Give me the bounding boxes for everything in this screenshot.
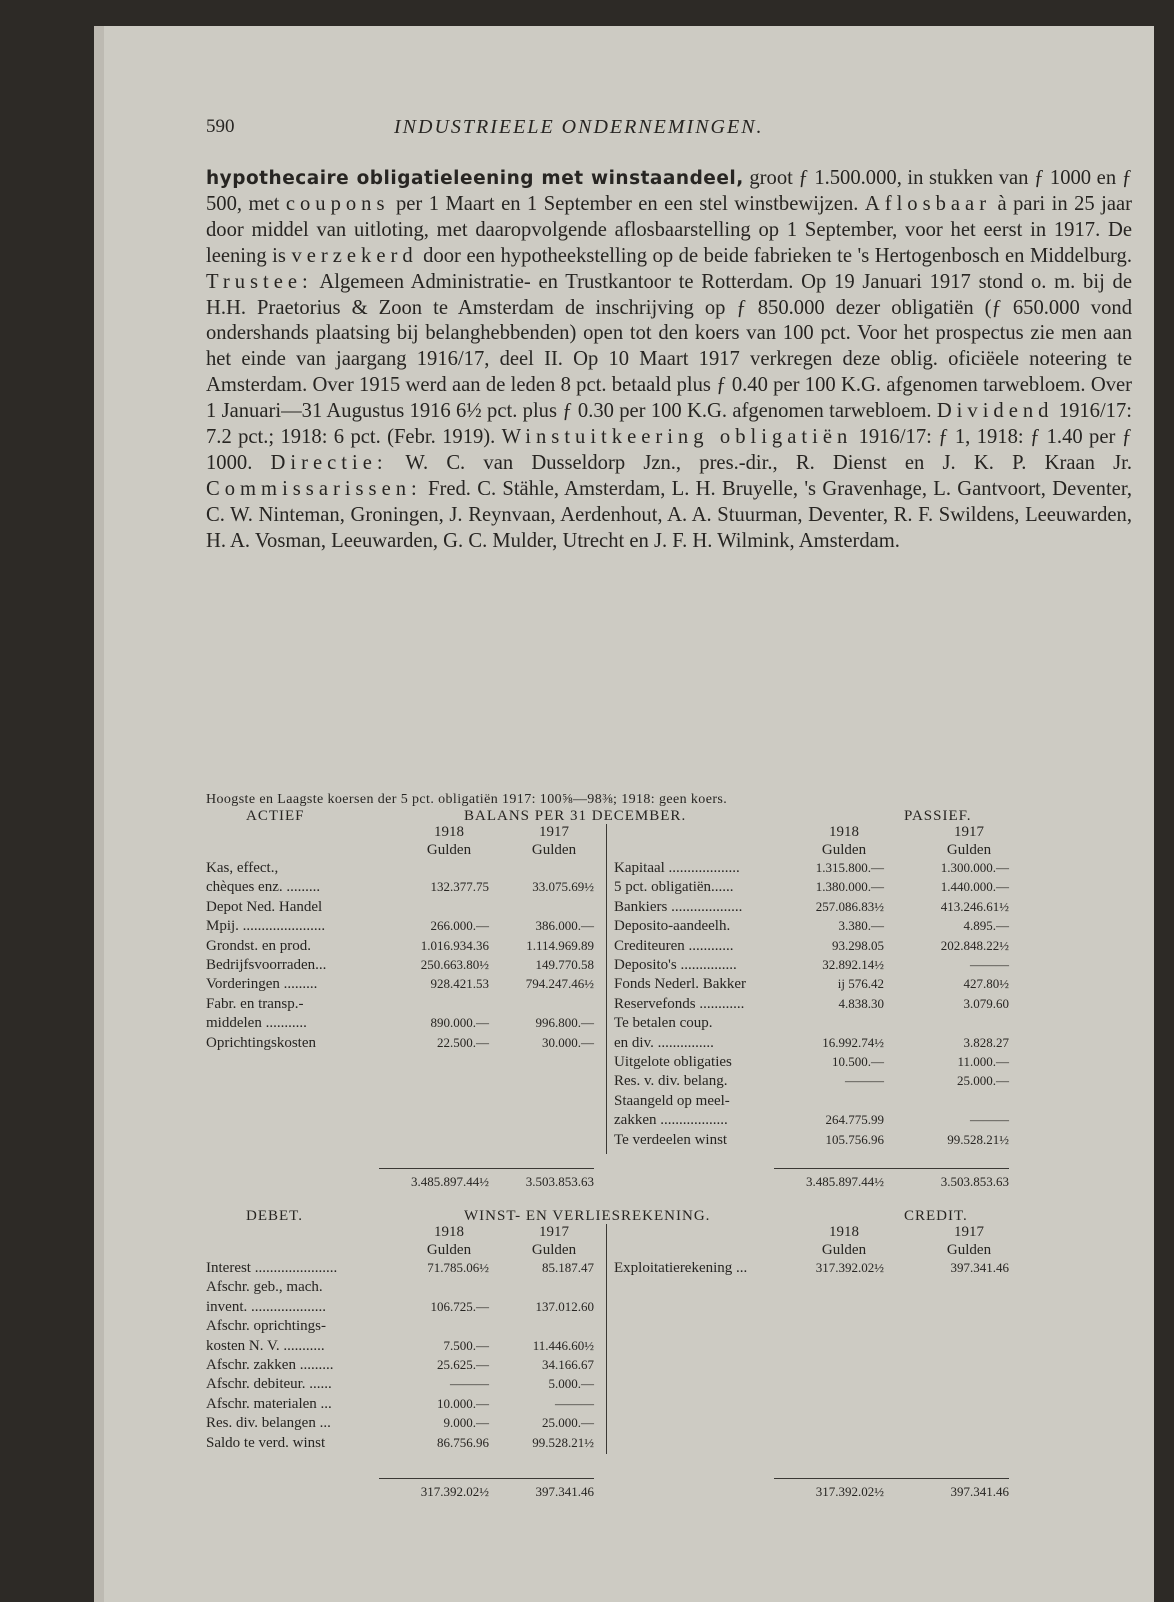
sum-rule — [379, 1168, 594, 1169]
page-header — [94, 116, 1154, 146]
value-1917: 413.246.61½ — [940, 898, 1009, 914]
value-1917: 427.80½ — [963, 976, 1009, 992]
body-paragraph — [206, 166, 1132, 555]
row-label: Res. div. belangen ... — [206, 1415, 331, 1432]
row-label: Res. v. div. belang. — [614, 1073, 728, 1090]
row-label: Bedrijfsvoorraden... — [206, 957, 327, 973]
koersen-line: Hoogste en Laagste koersen der 5 pct. obligatiën 1917: 100⅝—98⅜; 1918: geen koers. — [206, 792, 728, 807]
row-label: Bankiers ................... — [614, 898, 743, 915]
row-label: Deposito-aandeelh. — [614, 918, 731, 935]
column-divider — [606, 1224, 607, 1454]
value-1917: 3.828.27 — [963, 1034, 1009, 1050]
year-header: 1918 — [434, 1224, 464, 1240]
value-1917: 5.000.— — [548, 1376, 594, 1392]
value-1918: 105.756.96 — [825, 1131, 884, 1147]
value-1918: 71.785.06½ — [427, 1260, 489, 1275]
unit-header: Gulden — [821, 842, 867, 858]
value-1917: 33.075.69½ — [532, 879, 594, 895]
value-1918: 250.663.80½ — [420, 957, 489, 972]
book-page — [94, 26, 1154, 1602]
sum-rule — [774, 1168, 1009, 1169]
value-1918: 264.775.99 — [825, 1112, 884, 1128]
row-label: Depot Ned. Handel — [206, 898, 323, 915]
value-1917: 11.446.60½ — [532, 1337, 594, 1353]
row-label: 5 pct. obligatiën...... — [614, 879, 734, 896]
spaced-term: Trustee: — [206, 270, 313, 293]
value-1918: 106.725.— — [430, 1298, 489, 1314]
row-label: Grondst. en prod. — [206, 937, 311, 954]
value-1918: ——— — [845, 1073, 884, 1089]
year-header: 1917 — [954, 1224, 984, 1240]
text-run: Algemeen Administratie- en Trustkantoor te Rotterdam. Op 19 Januari 1917 stond o. m. bij de H.H. Praetorius & Zoon te Amsterdam de inschrijving op ƒ 850.000 dezer obligatiën (ƒ 650.000 vond ondershands plaatsing bij belanghebbenden) open tot den koers van 100 pct. Voor het prospectus zie men aan het einde van jaargang 1916/17, deel II. Op 10 Maart 1917 verkregen deze oblig. oficiëele noteering te Amsterdam. Over 1915 werd aan de leden 8 pct. betaald plus ƒ 0.40 per 100 K.G. afgenomen tarwebloem. Over 1 Januari—31 Augustus 1916 6½ pct. plus ƒ 0.30 per 100 K.G. afgenomen tarwebloem. — [206, 270, 1132, 423]
row-label: Crediteuren ............ — [614, 937, 734, 954]
row-label: Te betalen coup. — [614, 1015, 713, 1032]
unit-header: Gulden — [426, 1242, 472, 1258]
body-text — [206, 166, 1132, 555]
column-divider — [606, 824, 607, 1154]
unit-header: Gulden — [531, 1242, 577, 1258]
row-label: Kapitaal ................... — [614, 860, 740, 876]
year-header: 1917 — [954, 824, 984, 840]
spaced-term: Directie: — [270, 451, 388, 474]
center-title: BALANS PER 31 DECEMBER. — [464, 808, 687, 824]
spaced-term: Winstuitkeering obligatiën — [501, 426, 853, 449]
text-run: 1916/17: 7.2 pct.; 1918: 6 pct. (Febr. 1919). — [206, 400, 1132, 449]
year-header: 1918 — [434, 824, 464, 840]
row-label: Staangeld op meel- — [614, 1092, 730, 1109]
row-label: Uitgelote obligaties — [614, 1054, 732, 1070]
row-label: Vorderingen ......... — [206, 976, 318, 993]
value-1917: 3.079.60 — [963, 995, 1009, 1011]
value-1917: 30.000.— — [542, 1034, 594, 1050]
value-1918: 317.392.02½ — [815, 1260, 884, 1275]
value-1917: 149.770.58 — [535, 957, 594, 972]
value-1918: 16.992.74½ — [822, 1034, 884, 1050]
value-1918: 928.421.53 — [430, 976, 489, 992]
value-1918: 890.000.— — [430, 1015, 489, 1031]
value-1917: 1.440.000.— — [940, 879, 1009, 895]
left-title: ACTIEF — [246, 808, 305, 824]
row-label: Exploitatierekening ... — [614, 1260, 748, 1276]
row-label: zakken .................. — [614, 1112, 728, 1129]
unit-header: Gulden — [426, 842, 472, 858]
row-label: Te verdeelen winst — [614, 1131, 728, 1148]
value-1918: 32.892.14½ — [822, 957, 884, 972]
value-1918: ij 576.42 — [837, 976, 884, 992]
total-1917: 397.341.46 — [950, 1484, 1009, 1499]
page-number: 590 — [206, 116, 235, 137]
row-label: Kas, effect., — [206, 860, 279, 876]
value-1918: 1.380.000.— — [815, 879, 884, 895]
right-title: CREDIT. — [904, 1208, 968, 1224]
value-1917: 4.895.— — [963, 918, 1009, 934]
value-1917: 137.012.60 — [535, 1298, 594, 1314]
row-label: Mpij. ...................... — [206, 918, 326, 935]
year-header: 1918 — [829, 824, 859, 840]
row-label: Oprichtingskosten — [206, 1034, 316, 1051]
row-label: Afschr. geb., mach. — [206, 1279, 323, 1296]
spaced-term: verzekerd — [291, 244, 418, 267]
total-1918: 317.392.02½ — [815, 1484, 884, 1499]
center-title: WINST- EN VERLIESREKENING. — [464, 1208, 711, 1224]
spaced-term: Dividend — [936, 400, 1054, 423]
text-run: W. C. van Dusseldorp Jzn., pres.-dir., R. Dienst en J. K. P. Kraan Jr. — [387, 451, 1133, 474]
value-1917: 996.800.— — [535, 1015, 594, 1031]
row-label: Afschr. materialen ... — [206, 1395, 332, 1412]
row-label: Interest ...................... — [206, 1260, 338, 1276]
row-label: Fabr. en transp.- — [206, 995, 304, 1012]
value-1917: 99.528.21½ — [947, 1131, 1009, 1147]
year-header: 1917 — [539, 1224, 569, 1240]
value-1917: 99.528.21½ — [532, 1434, 594, 1450]
row-label: en div. ............... — [614, 1034, 714, 1051]
value-1917: ——— — [970, 957, 1009, 972]
value-1918: 7.500.— — [443, 1337, 489, 1353]
page-edge — [94, 26, 104, 1602]
value-1918: 25.625.— — [437, 1357, 489, 1372]
value-1918: 257.086.83½ — [815, 898, 884, 914]
text-run: Fred. C. Stähle, Amsterdam, L. H. Bruyelle, 's Gravenhage, L. Gantvoort, Deventer, C. W. Ninteman, Groningen, J. Reynvaan, Aerdenhout, A. A. Stuurman, Deventer, R. F. Swildens, Leeuwarden, H. A. Vosman, Leeuwarden, G. C. Mulder, Utrecht en J. F. H. Wilmink, Amsterdam. — [206, 477, 1132, 552]
text-run: 1916/17: ƒ 1, 1918: ƒ 1.40 per ƒ 1000. — [206, 426, 1132, 474]
row-label: Afschr. oprichtings- — [206, 1318, 326, 1335]
row-label: Deposito's ............... — [614, 957, 737, 973]
value-1918: 1.315.800.— — [815, 860, 884, 875]
value-1917: 85.187.47 — [542, 1260, 594, 1275]
text-run: door een hypotheekstelling op de beide fabrieken te 's Hertogenbosch en Middelburg. — [417, 244, 1132, 267]
row-label: Afschr. zakken ......... — [206, 1357, 334, 1373]
text-run: à pari in 25 jaar door middel van uitloting, met daaropvolgende aflosbaarstelling op 1 September, voor het eerst in 1917. De leening is — [206, 192, 1133, 267]
total-1917: 397.341.46 — [535, 1484, 594, 1499]
year-header: 1917 — [539, 824, 569, 840]
value-1917: 202.848.22½ — [940, 937, 1009, 953]
total-1918: 317.392.02½ — [420, 1484, 489, 1499]
value-1918: 10.000.— — [437, 1395, 489, 1411]
value-1918: 22.500.— — [437, 1034, 489, 1050]
total-1917: 3.503.853.63 — [525, 1174, 594, 1189]
value-1918: 4.838.30 — [838, 995, 884, 1011]
value-1918: 9.000.— — [443, 1415, 489, 1431]
row-label: middelen ........... — [206, 1015, 307, 1032]
row-label: Saldo te verd. winst — [206, 1434, 326, 1451]
lead-bold: hypothecaire obligatieleening met winstaandeel, — [206, 168, 744, 189]
total-1918: 3.485.897.44½ — [806, 1174, 884, 1189]
value-1917: ——— — [970, 1112, 1009, 1128]
spaced-term: Aflosbaar — [864, 192, 992, 215]
right-title: PASSIEF. — [904, 808, 972, 824]
year-header: 1918 — [829, 1224, 859, 1240]
text-run: per 1 Maart en 1 September en een stel winstbewijzen. — [389, 192, 865, 215]
value-1917: 11.000.— — [957, 1054, 1009, 1069]
running-title: INDUSTRIEELE ONDERNEMINGEN. — [394, 116, 764, 138]
value-1917: 794.247.46½ — [525, 976, 594, 992]
total-1918: 3.485.897.44½ — [411, 1174, 489, 1189]
row-label: chèques enz. ......... — [206, 879, 321, 896]
value-1917: 1.114.969.89 — [526, 937, 594, 953]
value-1917: 25.000.— — [542, 1415, 594, 1431]
value-1918: 132.377.75 — [430, 879, 489, 895]
value-1918: ——— — [450, 1376, 489, 1392]
row-label: Afschr. debiteur. ...... — [206, 1376, 332, 1393]
value-1917: ——— — [555, 1395, 594, 1411]
value-1918: 93.298.05 — [832, 937, 884, 953]
value-1918: 1.016.934.36 — [420, 937, 489, 953]
sum-rule — [379, 1478, 594, 1479]
value-1917: 34.166.67 — [542, 1357, 594, 1372]
spaced-term: Commissarissen: — [206, 477, 422, 500]
unit-header: Gulden — [821, 1242, 867, 1258]
value-1917: 1.300.000.— — [940, 860, 1009, 875]
value-1918: 86.756.96 — [437, 1434, 489, 1450]
unit-header: Gulden — [946, 842, 992, 858]
row-label: kosten N. V. ........... — [206, 1337, 325, 1354]
unit-header: Gulden — [531, 842, 577, 858]
total-1917: 3.503.853.63 — [940, 1174, 1009, 1189]
value-1918: 266.000.— — [430, 918, 489, 934]
row-label: Fonds Nederl. Bakker — [614, 976, 747, 993]
row-label: invent. .................... — [206, 1298, 326, 1315]
text-run: groot ƒ 1.500.000, in stukken van ƒ 1000 en ƒ 500, met — [206, 167, 1133, 215]
row-label: Reservefonds ............ — [614, 995, 745, 1012]
left-title: DEBET. — [246, 1208, 303, 1224]
value-1918: 10.500.— — [832, 1054, 884, 1069]
value-1917: 25.000.— — [957, 1073, 1009, 1089]
unit-header: Gulden — [946, 1242, 992, 1258]
sum-rule — [774, 1478, 1009, 1479]
value-1917: 397.341.46 — [950, 1260, 1009, 1275]
value-1918: 3.380.— — [838, 918, 884, 934]
spaced-term: coupons — [285, 192, 390, 215]
value-1917: 386.000.— — [535, 918, 594, 934]
